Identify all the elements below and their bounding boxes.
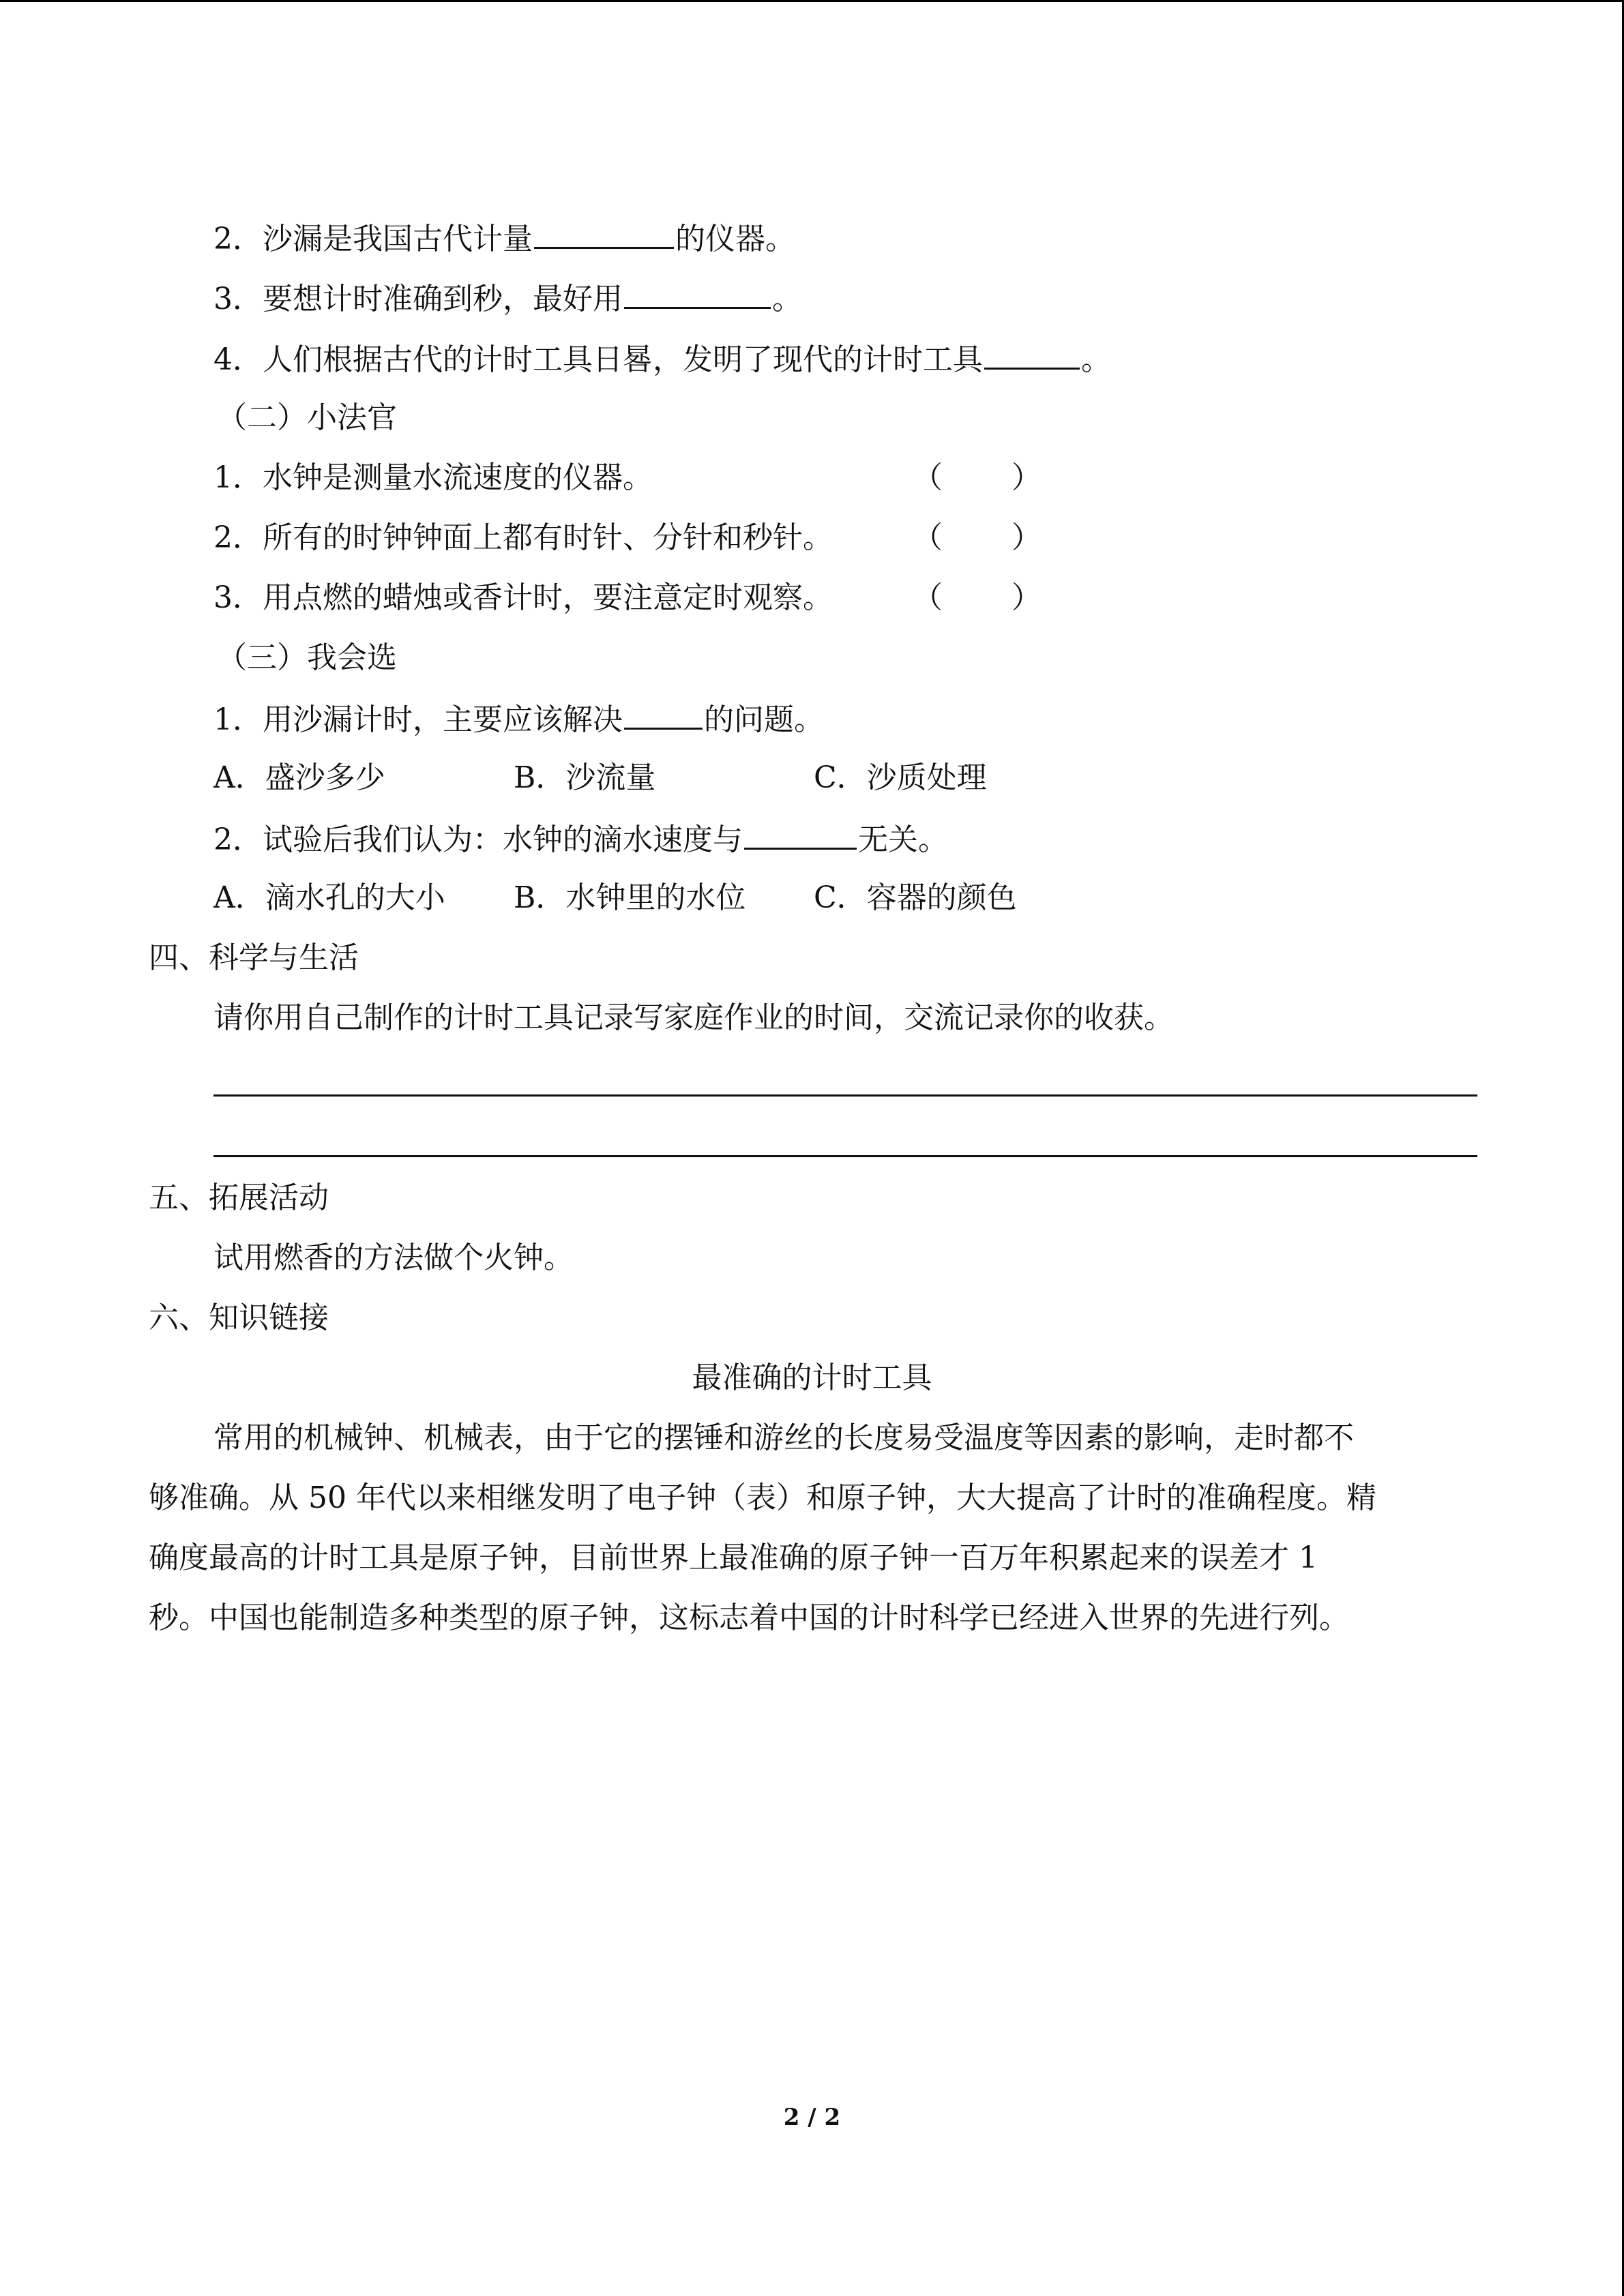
judge-paren-close: ） <box>1012 460 1042 495</box>
fill-question-3-tail: 。 <box>772 282 802 316</box>
section-6-heading: 六、知识链接 <box>149 1300 329 1335</box>
choice-option-c[interactable]: C．容器的颜色 <box>814 880 1017 915</box>
answer-blank[interactable] <box>624 277 771 309</box>
judge-item-1: 1．水钟是测量水流速度的仪器。 <box>213 460 653 495</box>
answer-blank[interactable] <box>984 338 1080 370</box>
article-line-4: 秒。中国也能制造多种类型的原子钟，这标志着中国的计时科学已经进入世界的先进行列。 <box>149 1600 1349 1635</box>
choice-question-2-text: 2．试验后我们认为：水钟的滴水速度与 <box>213 822 743 857</box>
fill-question-2 <box>213 217 795 260</box>
section-4-prompt: 请你用自己制作的计时工具记录写家庭作业的时间，交流记录你的收获。 <box>213 1000 1174 1035</box>
choice-heading: （三）我会选 <box>217 640 397 675</box>
choice-question-1-text: 1．用沙漏计时，主要应该解决 <box>213 702 623 737</box>
fill-question-3-text: 3．要想计时准确到秒，最好用 <box>213 282 623 316</box>
choice-option-b[interactable]: B．沙流量 <box>514 760 656 795</box>
article-line-2: 够准确。从 50 年代以来相继发明了电子钟（表）和原子钟，大大提高了计时的准确程度。精 <box>149 1480 1376 1515</box>
judge-item-2: 2．所有的时钟钟面上都有时针、分针和秒针。 <box>213 520 833 555</box>
judge-item-3: 3．用点燃的蜡烛或香计时，要注意定时观察。 <box>213 580 833 615</box>
fill-question-4 <box>213 338 1111 381</box>
judge-paren-close: ） <box>1012 580 1042 615</box>
fill-question-2-text: 2．沙漏是我国古代计量 <box>213 222 533 256</box>
judge-paren-open: （ <box>913 580 943 615</box>
fill-question-4-text: 4．人们根据古代的计时工具日晷，发明了现代的计时工具 <box>213 342 983 377</box>
article-title: 最准确的计时工具 <box>692 1360 932 1395</box>
page-number: 2 / 2 <box>783 2104 841 2131</box>
section-5-heading: 五、拓展活动 <box>149 1180 329 1215</box>
choice-question-1 <box>213 698 824 741</box>
choice-question-2 <box>213 818 948 861</box>
article-line-1: 常用的机械钟、机械表，由于它的摆锤和游丝的长度易受温度等因素的影响，走时都不 <box>213 1420 1354 1455</box>
section-5-text: 试用燃香的方法做个火钟。 <box>213 1240 574 1275</box>
answer-line[interactable] <box>213 1094 1477 1097</box>
choice-question-1-tail: 的问题。 <box>704 702 824 737</box>
fill-question-3 <box>213 277 802 320</box>
choice-option-a[interactable]: A．盛沙多少 <box>213 760 385 795</box>
article-line-3: 确度最高的计时工具是原子钟，目前世界上最准确的原子钟一百万年积累起来的误差才 1 <box>149 1540 1318 1575</box>
fill-question-4-tail: 。 <box>1081 342 1111 377</box>
judge-paren-open: （ <box>913 520 943 555</box>
choice-option-b[interactable]: B．水钟里的水位 <box>514 880 746 915</box>
choice-question-2-tail: 无关。 <box>858 822 948 857</box>
answer-blank[interactable] <box>624 698 703 730</box>
judge-paren-close: ） <box>1012 520 1042 555</box>
judge-heading: （二）小法官 <box>217 400 397 435</box>
answer-line[interactable] <box>213 1155 1477 1157</box>
section-4-heading: 四、科学与生活 <box>149 940 359 975</box>
choice-option-a[interactable]: A．滴水孔的大小 <box>213 880 445 915</box>
choice-option-c[interactable]: C．沙质处理 <box>814 760 987 795</box>
fill-question-2-tail: 的仪器。 <box>675 222 795 256</box>
answer-blank[interactable] <box>534 217 674 249</box>
judge-paren-open: （ <box>913 460 943 495</box>
answer-blank[interactable] <box>744 818 857 850</box>
